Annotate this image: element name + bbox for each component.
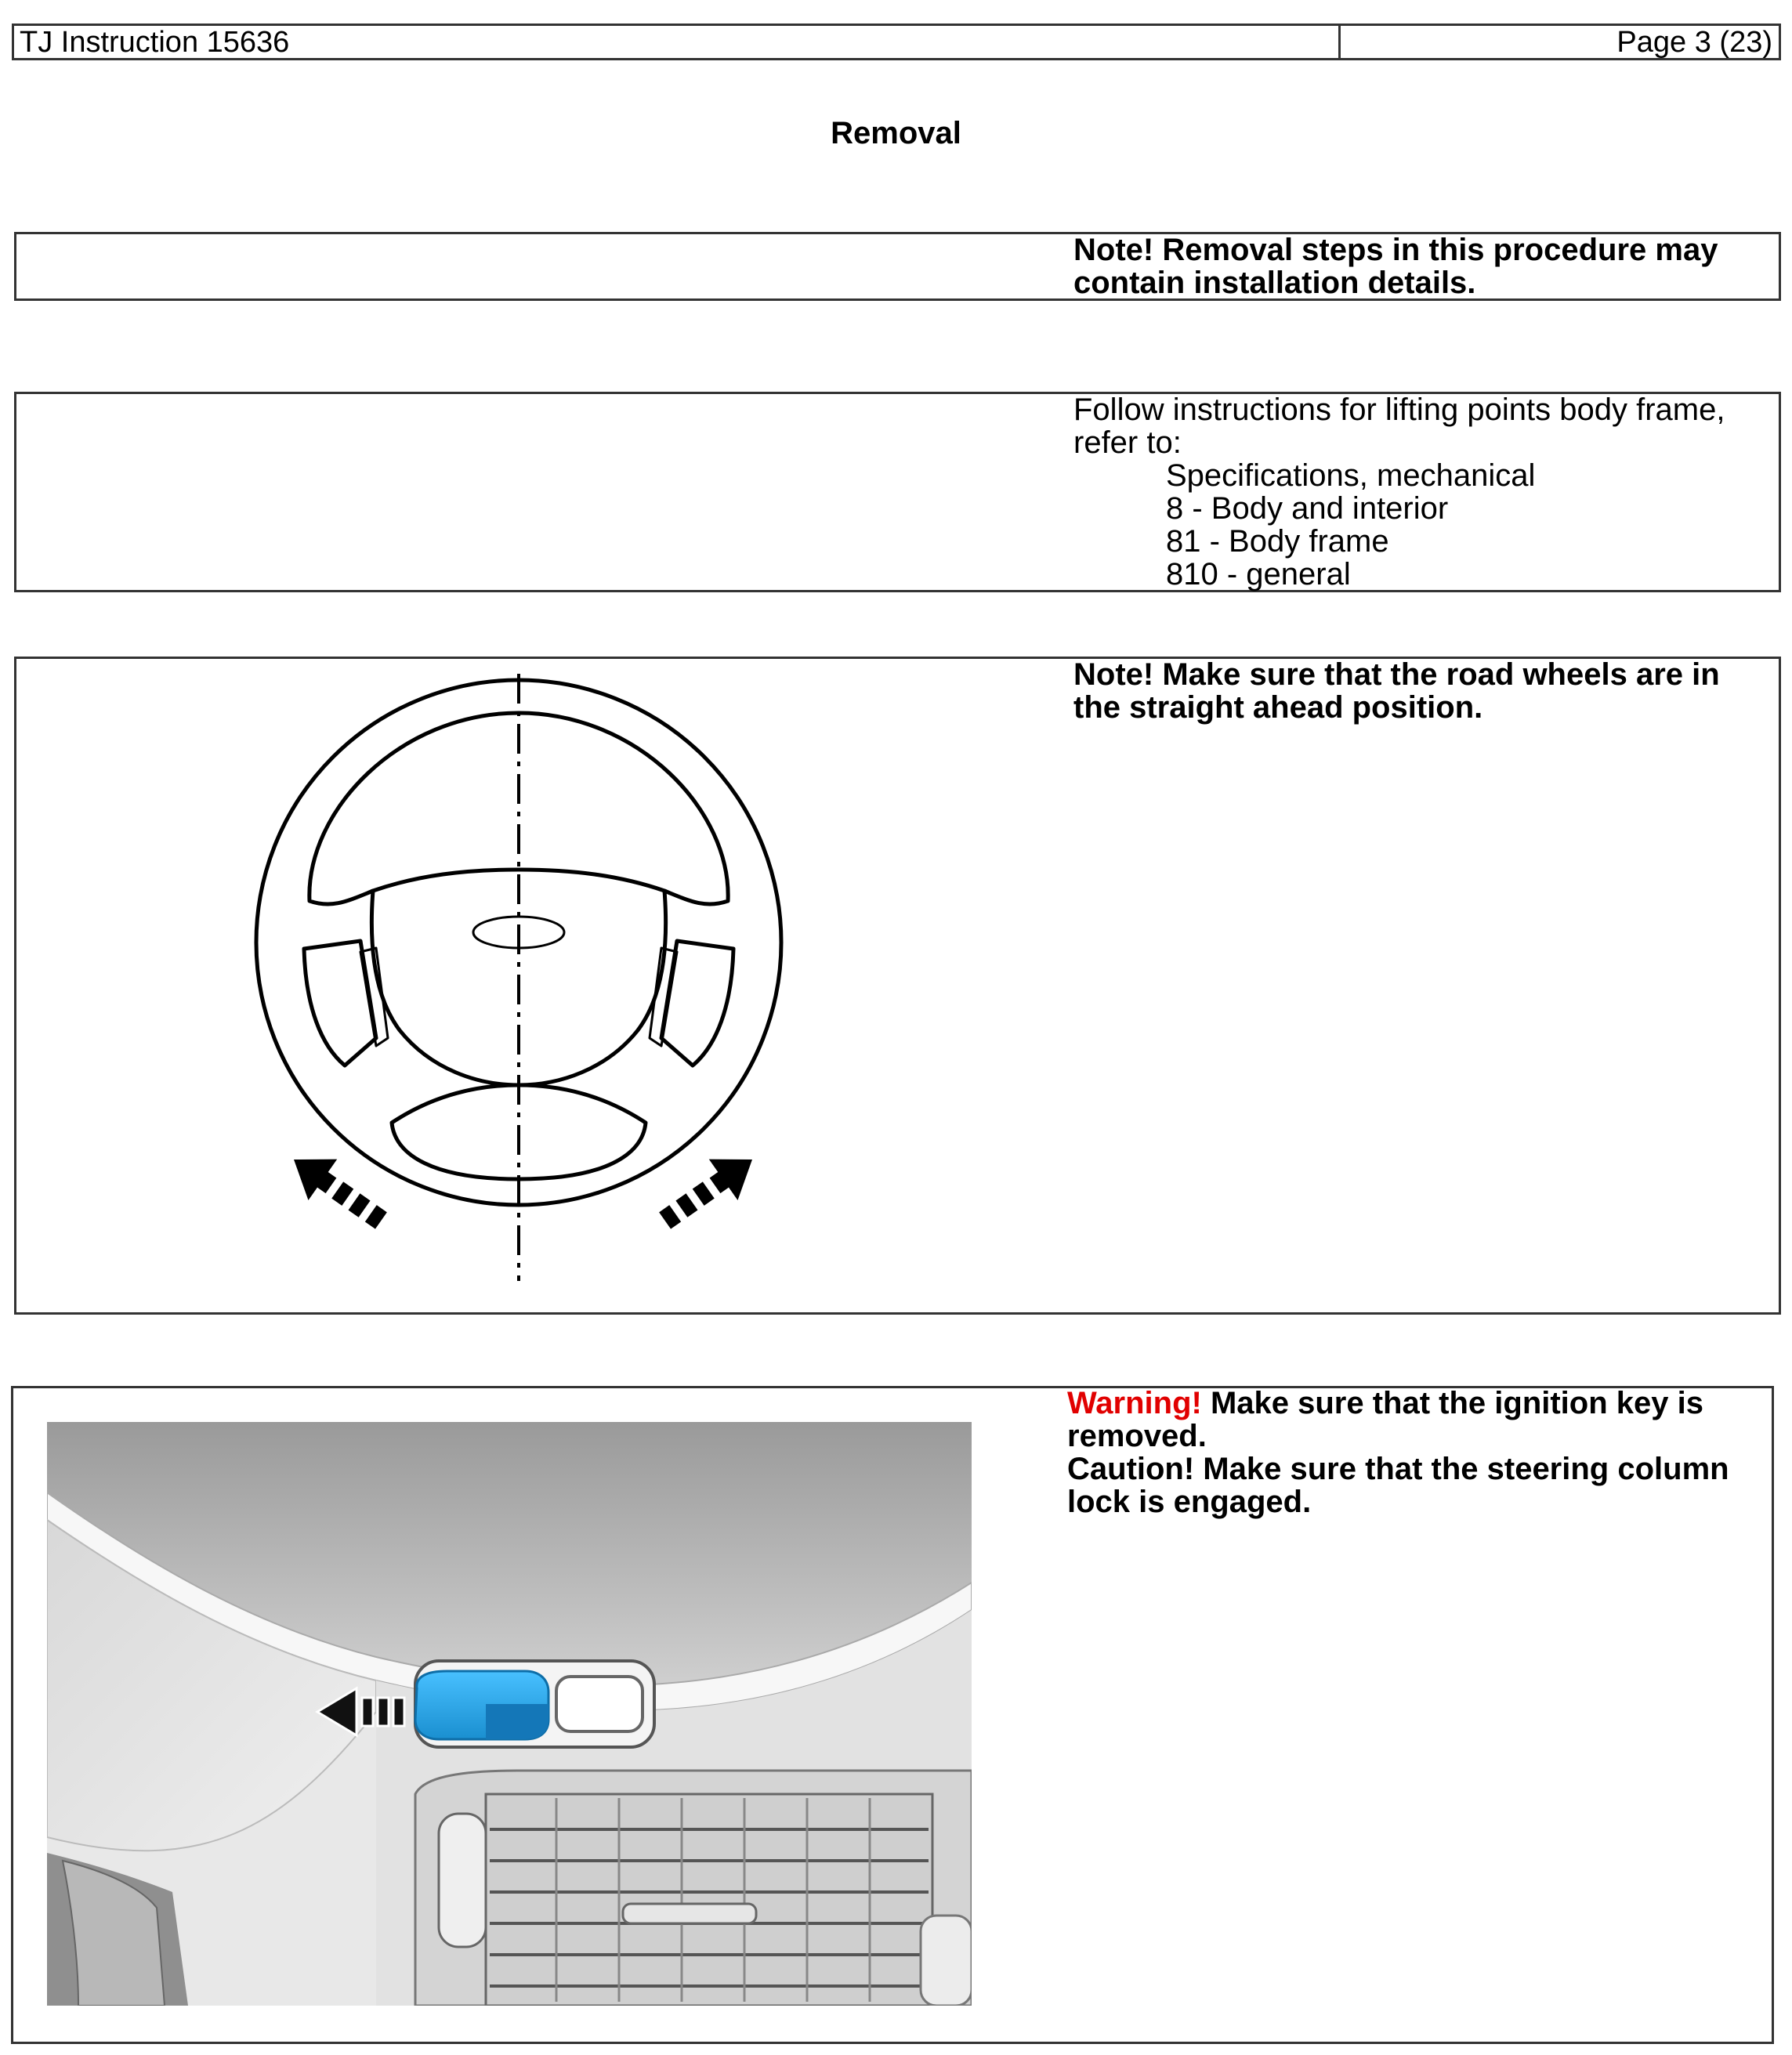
lifting-ref: Specifications, mechanical: [1166, 458, 1536, 493]
warning-label: Warning!: [1067, 1386, 1202, 1420]
page-header: [12, 24, 1781, 60]
wheels-note-text: Note! Make sure that the road wheels are in the straight ahead position.: [1073, 657, 1720, 725]
lifting-intro: Follow instructions for lifting points body frame, refer to:: [1073, 393, 1725, 460]
caution-text: Caution! Make sure that the steering column lock is engaged.: [1067, 1452, 1729, 1519]
warning-caution-text: [1067, 1387, 1768, 1518]
dashboard-illustration: [47, 1422, 972, 2006]
lifting-instructions: [1073, 393, 1763, 591]
section-title: Removal: [831, 116, 961, 150]
page-number: Page 3 (23): [1616, 26, 1772, 59]
steering-wheel-illustration: [251, 670, 799, 1289]
header-divider: [1338, 26, 1341, 58]
removal-note-text: Note! Removal steps in this procedure may contain installation details.: [1073, 233, 1718, 300]
lifting-ref: 8 - Body and interior: [1166, 491, 1449, 526]
warning-text: Make sure that the ignition key is removed.: [1067, 1386, 1703, 1453]
document-title: TJ Instruction 15636: [20, 26, 290, 59]
lifting-ref: 81 - Body frame: [1166, 524, 1389, 559]
warning-line: [1067, 1387, 1768, 1453]
lifting-ref: 810 - general: [1166, 557, 1351, 592]
